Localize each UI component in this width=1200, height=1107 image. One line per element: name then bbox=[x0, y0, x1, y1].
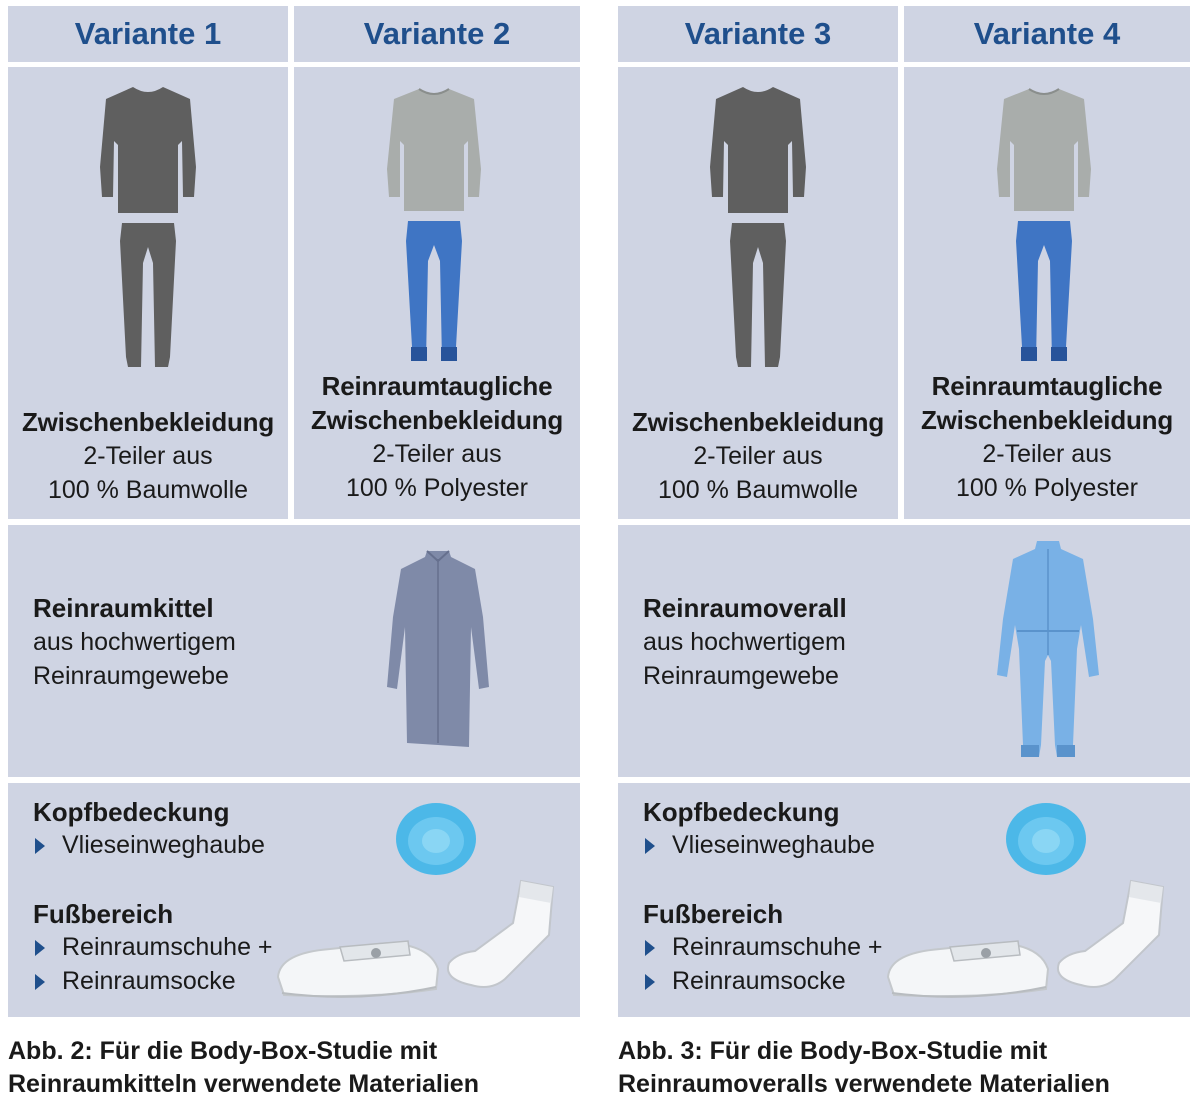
variant-4-description bbox=[904, 369, 1190, 505]
cleanroom-sock-icon bbox=[1051, 879, 1171, 991]
variant-4-line-2: 100 % Polyester bbox=[955, 474, 1139, 502]
disposable-cap-icon bbox=[394, 801, 478, 877]
figure-panel-abb-2 bbox=[8, 0, 588, 1107]
cleanroom-shoe-icon bbox=[270, 933, 446, 1003]
variant-1-line-1: 2-Teiler aus bbox=[83, 442, 213, 470]
coat-description bbox=[33, 591, 236, 693]
cleanroom-shoe-icon bbox=[880, 933, 1056, 1003]
overall-line-1: aus hochwertigem bbox=[643, 628, 846, 656]
variant-2-header: Variante 2 bbox=[294, 6, 580, 62]
variant-3-description bbox=[618, 405, 898, 507]
head-cover-item-label: Vlieseinweghaube bbox=[672, 831, 875, 859]
foot-area-title: Fußbereich bbox=[643, 899, 784, 929]
figure-caption-abb-3 bbox=[618, 1035, 1198, 1101]
polyester-two-piece-icon bbox=[994, 85, 1094, 385]
variant-3-title: Zwischenbekleidung bbox=[631, 407, 885, 437]
variant-1-title: Zwischenbekleidung bbox=[21, 407, 275, 437]
coat-line-1: aus hochwertigem bbox=[33, 628, 236, 656]
cleanroom-overall-section bbox=[618, 525, 1190, 777]
variant-1-undergarment bbox=[8, 67, 288, 519]
foot-item-socks-label: Reinraumsocke bbox=[62, 967, 236, 995]
variant-2-undergarment bbox=[294, 67, 580, 519]
caption-line-2: Reinraumkitteln verwendete Materialien bbox=[8, 1070, 479, 1098]
foot-item-shoes-label: Reinraumschuhe + bbox=[62, 933, 273, 961]
foot-item-shoes-label: Reinraumschuhe + bbox=[672, 933, 883, 961]
bullet-triangle-icon bbox=[35, 974, 45, 990]
variant-4-header: Variante 4 bbox=[904, 6, 1190, 62]
cleanroom-coat-icon bbox=[383, 547, 493, 752]
foot-item-shoes bbox=[33, 933, 273, 962]
cleanroom-coat-section bbox=[8, 525, 580, 777]
foot-item-socks bbox=[643, 967, 846, 996]
cleanroom-sock-icon bbox=[441, 879, 561, 991]
overall-title: Reinraumoverall bbox=[643, 593, 847, 623]
foot-item-socks-label: Reinraumsocke bbox=[672, 967, 846, 995]
variant-4-line-1: 2-Teiler aus bbox=[982, 440, 1112, 468]
bullet-triangle-icon bbox=[645, 974, 655, 990]
bullet-triangle-icon bbox=[645, 838, 655, 854]
coat-title: Reinraumkittel bbox=[33, 593, 214, 623]
foot-item-socks bbox=[33, 967, 236, 996]
caption-line-1: Abb. 3: Für die Body-Box-Studie mit bbox=[618, 1037, 1048, 1065]
variant-1-description bbox=[8, 405, 288, 507]
disposable-cap-icon bbox=[1004, 801, 1088, 877]
figure-caption-abb-2 bbox=[8, 1035, 588, 1101]
bullet-triangle-icon bbox=[35, 940, 45, 956]
accessories-section bbox=[618, 783, 1190, 1017]
variant-4-title-1: Reinraumtaugliche bbox=[931, 371, 1163, 401]
cleanroom-overall-icon bbox=[993, 539, 1103, 764]
foot-item-shoes bbox=[643, 933, 883, 962]
variant-3-header: Variante 3 bbox=[618, 6, 898, 62]
overall-description bbox=[643, 591, 847, 693]
head-cover-item bbox=[643, 831, 875, 860]
accessories-section bbox=[8, 783, 580, 1017]
variant-3-line-2: 100 % Baumwolle bbox=[657, 476, 859, 504]
overall-line-2: Reinraumgewebe bbox=[643, 662, 839, 690]
head-cover-title: Kopfbedeckung bbox=[643, 797, 840, 827]
figure-panel-abb-3 bbox=[618, 0, 1198, 1107]
head-cover-title: Kopfbedeckung bbox=[33, 797, 230, 827]
variant-2-line-2: 100 % Polyester bbox=[345, 474, 529, 502]
bullet-triangle-icon bbox=[645, 940, 655, 956]
variant-4-undergarment bbox=[904, 67, 1190, 519]
variant-1-header: Variante 1 bbox=[8, 6, 288, 62]
variant-2-title-1: Reinraumtaugliche bbox=[321, 371, 553, 401]
caption-line-1: Abb. 2: Für die Body-Box-Studie mit bbox=[8, 1037, 438, 1065]
caption-line-2: Reinraumoveralls verwendete Materialien bbox=[618, 1070, 1110, 1098]
variant-2-description bbox=[294, 369, 580, 505]
variant-2-line-1: 2-Teiler aus bbox=[372, 440, 502, 468]
variant-3-line-1: 2-Teiler aus bbox=[693, 442, 823, 470]
variant-3-undergarment bbox=[618, 67, 898, 519]
coat-line-2: Reinraumgewebe bbox=[33, 662, 229, 690]
cotton-two-piece-icon bbox=[98, 85, 198, 385]
bullet-triangle-icon bbox=[35, 838, 45, 854]
cotton-two-piece-icon bbox=[708, 85, 808, 385]
foot-area-title: Fußbereich bbox=[33, 899, 174, 929]
variant-1-line-2: 100 % Baumwolle bbox=[47, 476, 249, 504]
head-cover-item-label: Vlieseinweghaube bbox=[62, 831, 265, 859]
polyester-two-piece-icon bbox=[384, 85, 484, 385]
head-cover-item bbox=[33, 831, 265, 860]
variant-4-title-2: Zwischenbekleidung bbox=[920, 405, 1174, 435]
variant-2-title-2: Zwischenbekleidung bbox=[310, 405, 564, 435]
